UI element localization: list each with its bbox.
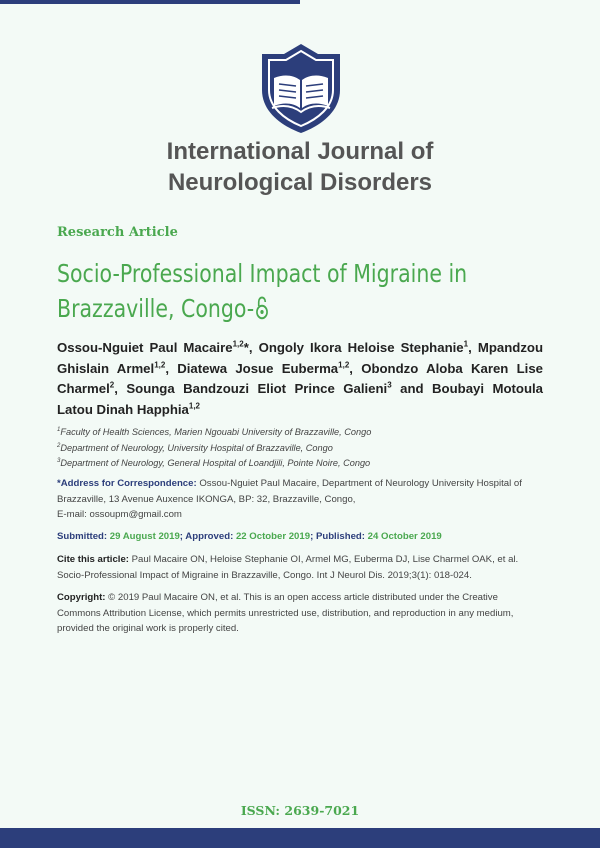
article-title-line1: Socio-Professional Impact of Migraine in <box>57 259 468 288</box>
correspondence-email[interactable]: E-mail: ossoupm@gmail.com <box>57 509 182 520</box>
author: Diatewa Josue Euberma$^{1,2}$, <box>177 360 362 376</box>
journal-logo-shield-book-icon <box>258 42 344 134</box>
top-accent-bar <box>0 0 300 4</box>
article-title-line2-wrap <box>57 291 451 326</box>
affiliations <box>57 425 543 472</box>
affiliation: $^3$Department of Neurology, General Hospital of Loandjili, Pointe Noire, Congo <box>57 457 371 468</box>
author: Mpandzou Ghislain Armel$^{1,2}$, <box>57 340 544 376</box>
published-date: 24 October 2019 <box>367 531 442 542</box>
journal-title <box>0 136 600 198</box>
correspondence-text: Ossou-Nguiet Paul Macaire, Department of Neurology University Hospital of Brazzaville, 13 Avenue Auxence IKONGA, BP: 32, Brazzaville, Congo, <box>57 478 522 505</box>
submitted-date: 29 August 2019 <box>109 531 180 542</box>
publication-dates: Submitted: 29 August 2019; Approved: 22 October 2019; Published: 24 October 2019 <box>57 531 442 542</box>
copyright <box>57 590 543 637</box>
copyright-label: Copyright: <box>57 592 106 603</box>
author-list <box>57 338 543 420</box>
affiliation: $^2$Department of Neurology, University Hospital of Brazzaville, Congo <box>57 442 333 453</box>
citation-label: Cite this article: <box>57 554 129 565</box>
bottom-accent-bar <box>0 828 600 848</box>
open-access-lock-icon[interactable] <box>256 296 269 320</box>
correspondence-label: *Address for Correspondence: <box>57 478 197 489</box>
article-title <box>57 256 468 326</box>
author: Obondzo Aloba Karen Lise Charmel$^2$, <box>57 360 543 396</box>
correspondence <box>57 476 543 523</box>
author: Boubayi Motoula Latou Dinah Happhia$^{1,2}$ <box>57 381 543 417</box>
issn: ISSN: 2639-7021 <box>240 803 360 818</box>
author: Ongoly Ikora Heloise Stephanie$^1$, <box>258 339 478 355</box>
copyright-text: © 2019 Paul Macaire ON, et al. This is an open access article distributed under the Creative Commons Attribution License, which permits unrestricted use, distribution, and reproduction in any medium, provided the original work is properly cited. <box>57 592 514 634</box>
approved-date: 22 October 2019 <box>235 531 311 542</box>
article-title-line2: Brazzaville, Congo- <box>57 294 255 323</box>
citation <box>57 552 543 583</box>
article-type-label: Research Article <box>57 225 178 240</box>
citation-text: Paul Macaire ON, Heloise Stephanie OI, Armel MG, Euberma DJ, Lise Charmel OAK, et al. Socio-Professional Impact of Migraine in Brazzaville, Congo. Int J Neurol Dis. 2019;3(1): 018-024. <box>57 554 519 581</box>
journal-title-line2: Neurological Disorders <box>167 169 433 196</box>
author: Sounga Bandzouzi Eliot Prince Galieni$^3$ and <box>126 380 432 396</box>
affiliation: $^1$Faculty of Health Sciences, Marien Ngouabi University of Brazzaville, Congo <box>57 426 372 437</box>
author: Ossou-Nguiet Paul Macaire$^{1,2}$*, <box>57 339 259 355</box>
journal-title-line1: International Journal of <box>166 138 434 165</box>
